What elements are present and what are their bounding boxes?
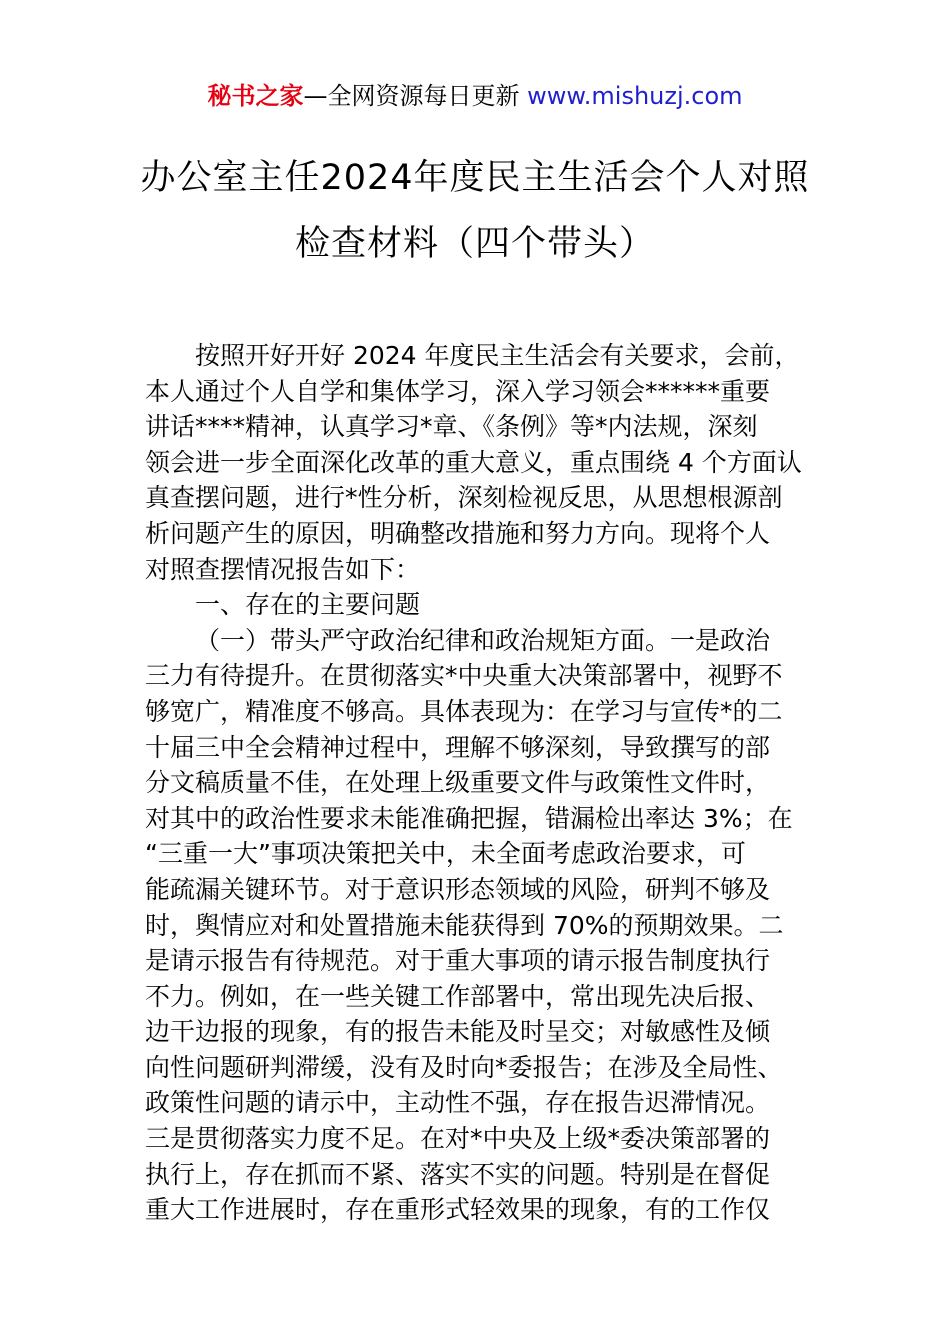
- body-line: 三力有待提升。在贯彻落实*中央重大决策部署中，视野不: [145, 661, 783, 691]
- body-line: 分文稿质量不佳，在处理上级重要文件与政策性文件时，: [145, 768, 771, 798]
- body-line: 对其中的政治性要求未能准确把握，错漏检出率达 3%；在: [145, 803, 793, 833]
- body-line: 十届三中全会精神过程中，理解不够深刻，导致撰写的部: [145, 732, 771, 762]
- body-line: 对照查摆情况报告如下：: [145, 554, 421, 584]
- body-line: 时，舆情应对和处置措施未能获得到 70%的预期效果。二: [145, 910, 784, 940]
- body-line: 真查摆问题，进行*性分析，深刻检视反思，从思想根源剖: [145, 483, 783, 513]
- body-line: 能疏漏关键环节。对于意识形态领域的风险，研判不够及: [145, 874, 771, 904]
- body-line: 讲话****精神，认真学习*章、《条例》等*内法规，深刻: [145, 412, 758, 442]
- body-line: 政策性问题的请示中，主动性不强，存在报告迟滞情况。: [145, 1088, 771, 1118]
- document-body: [145, 338, 807, 1228]
- body-line: 执行上，存在抓而不紧、落实不实的问题。特别是在督促: [145, 1159, 771, 1189]
- body-line: （一）带头严守政治纪律和政治规矩方面。一是政治: [195, 625, 771, 655]
- site-url-link[interactable]: www.mishuzj.com: [527, 82, 743, 110]
- body-line: 领会进一步全面深化改革的重大意义，重点围绕 4 个方面认: [145, 447, 802, 477]
- body-line: 本人通过个人自学和集体学习，深入学习领会******重要: [145, 376, 771, 406]
- body-line: 按照开好开好 2024 年度民主生活会有关要求，会前，: [195, 341, 800, 370]
- site-brand: 秘书之家: [207, 82, 304, 110]
- body-line: “三重一大”事项决策把关中，未全面考虑政治要求，可: [145, 839, 746, 869]
- body-line: 向性问题研判滞缓，没有及时向*委报告；在涉及全局性、: [145, 1052, 783, 1082]
- body-line: 三是贯彻落实力度不足。在对*中央及上级*委决策部署的: [145, 1124, 771, 1154]
- body-line: 是请示报告有待规范。对于重大事项的请示报告制度执行: [145, 946, 771, 976]
- body-line: 不力。例如，在一些关键工作部署中，常出现先决后报、: [145, 981, 771, 1011]
- body-line: 重大工作进展时，存在重形式轻效果的现象，有的工作仅: [145, 1195, 771, 1225]
- body-line: 够宽广，精准度不够高。具体表现为：在学习与宣传*的二: [145, 696, 783, 726]
- document-title-line-1: 办公室主任2024年度民主生活会个人对照: [140, 158, 810, 198]
- site-tagline: —全网资源每日更新: [303, 82, 528, 110]
- section-heading: 一、存在的主要问题: [195, 590, 421, 620]
- body-line: 析问题产生的原因，明确整改措施和努力方向。现将个人: [145, 518, 771, 548]
- document-title-line-2: 检查材料（四个带头）: [294, 224, 655, 264]
- body-line: 边干边报的现象，有的报告未能及时呈交；对敏感性及倾: [145, 1017, 771, 1047]
- site-header: [0, 78, 950, 114]
